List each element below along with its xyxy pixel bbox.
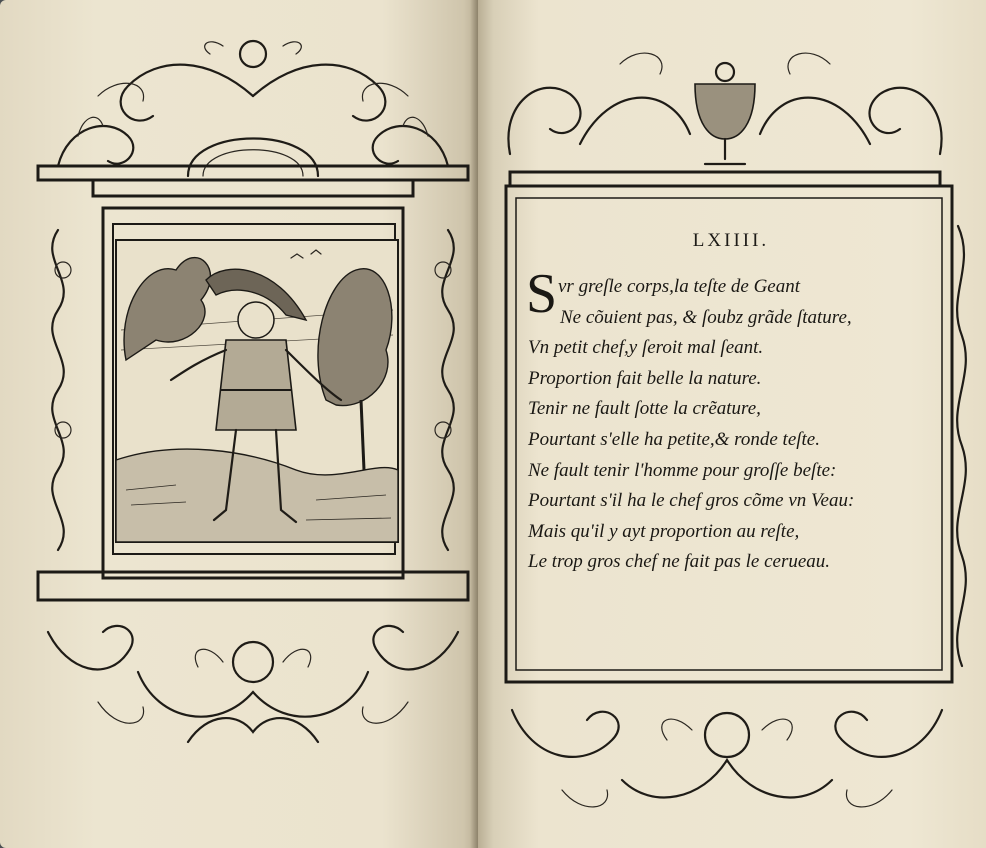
poem-block [520,200,942,670]
poem-line-2: Ne cõuient pas, & ſoubz grãde ſtature, [560,306,852,328]
poem-line-4: Proportion fait belle la nature. [528,367,762,389]
bottom-ornament-right [502,690,952,820]
poem-line-3: Vn petit chef,y ſeroit mal ſeant. [528,337,764,359]
poem-line-1: vr greſle corps,la teſte de Geant [558,276,801,297]
poem-line-10: Le trop gros chef ne fait pas le cerueau. [528,551,831,573]
top-ornament-left [38,36,468,186]
poem-text [526,263,942,578]
poem-line-7: Ne fault tenir l'homme pour groſſe beſte: [528,459,837,481]
poem-line-8: Pourtant s'il ha le chef gros cõme vn Veau: [528,490,855,512]
drop-cap: S [526,263,558,325]
bottom-ornament-left [38,612,468,752]
top-ornament-right [500,44,950,189]
poem-line-6: Pourtant s'elle ha petite,& ronde teſte. [528,428,820,450]
poem-line-9: Mais qu'il y ayt proportion au reſte, [528,520,800,542]
woodcut-illustration [116,240,398,542]
poem-line-5: Tenir ne fault ſotte la crẽature, [528,398,761,420]
left-page [0,0,478,848]
emblem-number-heading: LXIIII. [692,230,770,251]
